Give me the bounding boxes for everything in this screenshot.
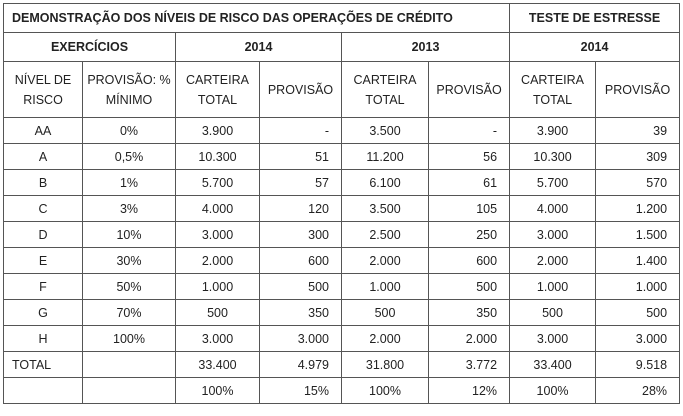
col-carteira-2013: CARTEIRA TOTAL xyxy=(342,62,429,118)
col-carteira-2014: CARTEIRA TOTAL xyxy=(176,62,260,118)
cell-provisao-stress: 28% xyxy=(596,378,680,404)
table-row xyxy=(4,326,680,352)
table-row xyxy=(4,196,680,222)
cell-carteira-stress: 10.300 xyxy=(510,144,596,170)
cell-nivel: C xyxy=(4,196,83,222)
exercicios-label: EXERCÍCIOS xyxy=(4,33,176,62)
cell-carteira-2014: 3.000 xyxy=(176,222,260,248)
cell-carteira-2014: 33.400 xyxy=(176,352,260,378)
cell-carteira-stress: 3.000 xyxy=(510,222,596,248)
cell-provisao-min: 10% xyxy=(83,222,176,248)
cell-carteira-stress: 5.700 xyxy=(510,170,596,196)
cell-provisao-stress: 500 xyxy=(596,300,680,326)
cell-nivel: F xyxy=(4,274,83,300)
cell-carteira-2013: 1.000 xyxy=(342,274,429,300)
cell-provisao-2014: 300 xyxy=(260,222,342,248)
cell-carteira-2014: 2.000 xyxy=(176,248,260,274)
col-provisao-2014: PROVISÃO xyxy=(260,62,342,118)
cell-nivel: TOTAL xyxy=(4,352,83,378)
cell-provisao-min: 100% xyxy=(83,326,176,352)
cell-provisao-stress: 39 xyxy=(596,118,680,144)
cell-provisao-min: 0,5% xyxy=(83,144,176,170)
cell-carteira-2013: 2.500 xyxy=(342,222,429,248)
cell-provisao-2013: 600 xyxy=(429,248,510,274)
cell-provisao-stress: 570 xyxy=(596,170,680,196)
cell-provisao-2014: 500 xyxy=(260,274,342,300)
cell-provisao-2013: 2.000 xyxy=(429,326,510,352)
cell-nivel: A xyxy=(4,144,83,170)
cell-provisao-2014: 51 xyxy=(260,144,342,170)
cell-carteira-2014: 3.000 xyxy=(176,326,260,352)
credit-risk-table xyxy=(3,3,680,404)
title-row xyxy=(4,4,680,33)
cell-provisao-min: 0% xyxy=(83,118,176,144)
table-row xyxy=(4,118,680,144)
cell-provisao-2014: 350 xyxy=(260,300,342,326)
cell-provisao-2013: 350 xyxy=(429,300,510,326)
cell-nivel: H xyxy=(4,326,83,352)
cell-provisao-2013: 105 xyxy=(429,196,510,222)
cell-provisao-min: 30% xyxy=(83,248,176,274)
table-row xyxy=(4,248,680,274)
table-row xyxy=(4,300,680,326)
cell-carteira-2014: 100% xyxy=(176,378,260,404)
cell-carteira-stress: 3.900 xyxy=(510,118,596,144)
data-body xyxy=(4,118,680,404)
cell-carteira-stress: 100% xyxy=(510,378,596,404)
cell-carteira-2013: 6.100 xyxy=(342,170,429,196)
cell-provisao-stress: 3.000 xyxy=(596,326,680,352)
cell-carteira-2013: 3.500 xyxy=(342,118,429,144)
cell-carteira-stress: 3.000 xyxy=(510,326,596,352)
cell-provisao-stress: 309 xyxy=(596,144,680,170)
main-title: DEMONSTRAÇÃO DOS NÍVEIS DE RISCO DAS OPERAÇÕES DE CRÉDITO xyxy=(4,4,510,33)
cell-carteira-stress: 4.000 xyxy=(510,196,596,222)
cell-provisao-min: 50% xyxy=(83,274,176,300)
cell-provisao-2014: 57 xyxy=(260,170,342,196)
cell-nivel xyxy=(4,378,83,404)
cell-provisao-2013: 61 xyxy=(429,170,510,196)
cell-carteira-2013: 100% xyxy=(342,378,429,404)
cell-carteira-2013: 500 xyxy=(342,300,429,326)
col-carteira-stress: CARTEIRA TOTAL xyxy=(510,62,596,118)
col-provisao-minimo: PROVISÃO: % MÍNIMO xyxy=(83,62,176,118)
cell-provisao-2013: - xyxy=(429,118,510,144)
cell-carteira-stress: 500 xyxy=(510,300,596,326)
col-provisao-stress: PROVISÃO xyxy=(596,62,680,118)
stress-test-title: TESTE DE ESTRESSE xyxy=(510,4,680,33)
cell-provisao-2014: 120 xyxy=(260,196,342,222)
col-provisao-2013: PROVISÃO xyxy=(429,62,510,118)
year-row xyxy=(4,33,680,62)
cell-provisao-stress: 1.400 xyxy=(596,248,680,274)
cell-provisao-2014: 600 xyxy=(260,248,342,274)
percent-row xyxy=(4,378,680,404)
cell-carteira-2013: 2.000 xyxy=(342,248,429,274)
column-header-row xyxy=(4,62,680,118)
cell-carteira-2014: 5.700 xyxy=(176,170,260,196)
cell-provisao-2013: 3.772 xyxy=(429,352,510,378)
cell-carteira-2014: 4.000 xyxy=(176,196,260,222)
cell-provisao-min: 1% xyxy=(83,170,176,196)
cell-provisao-min: 3% xyxy=(83,196,176,222)
year-2014-header: 2014 xyxy=(176,33,342,62)
cell-provisao-stress: 1.000 xyxy=(596,274,680,300)
cell-carteira-2014: 500 xyxy=(176,300,260,326)
cell-nivel: B xyxy=(4,170,83,196)
cell-provisao-2014: - xyxy=(260,118,342,144)
stress-year-header: 2014 xyxy=(510,33,680,62)
cell-carteira-stress: 1.000 xyxy=(510,274,596,300)
cell-nivel: E xyxy=(4,248,83,274)
cell-nivel: D xyxy=(4,222,83,248)
cell-carteira-2013: 31.800 xyxy=(342,352,429,378)
cell-carteira-2013: 11.200 xyxy=(342,144,429,170)
cell-carteira-2014: 10.300 xyxy=(176,144,260,170)
cell-carteira-2014: 3.900 xyxy=(176,118,260,144)
cell-provisao-2014: 15% xyxy=(260,378,342,404)
cell-carteira-stress: 33.400 xyxy=(510,352,596,378)
table-row xyxy=(4,222,680,248)
col-nivel-risco: NÍVEL DE RISCO xyxy=(4,62,83,118)
cell-provisao-2013: 12% xyxy=(429,378,510,404)
cell-provisao-stress: 1.500 xyxy=(596,222,680,248)
cell-provisao-2013: 500 xyxy=(429,274,510,300)
cell-provisao-min: 70% xyxy=(83,300,176,326)
cell-provisao-2013: 250 xyxy=(429,222,510,248)
table-row xyxy=(4,144,680,170)
cell-provisao-stress: 9.518 xyxy=(596,352,680,378)
cell-nivel: AA xyxy=(4,118,83,144)
cell-nivel: G xyxy=(4,300,83,326)
cell-carteira-2014: 1.000 xyxy=(176,274,260,300)
cell-carteira-2013: 2.000 xyxy=(342,326,429,352)
cell-provisao-2013: 56 xyxy=(429,144,510,170)
year-2013-header: 2013 xyxy=(342,33,510,62)
total-row xyxy=(4,352,680,378)
cell-provisao-min xyxy=(83,378,176,404)
cell-carteira-2013: 3.500 xyxy=(342,196,429,222)
cell-provisao-min xyxy=(83,352,176,378)
table-row xyxy=(4,170,680,196)
cell-provisao-2014: 4.979 xyxy=(260,352,342,378)
table-row xyxy=(4,274,680,300)
cell-provisao-stress: 1.200 xyxy=(596,196,680,222)
cell-carteira-stress: 2.000 xyxy=(510,248,596,274)
cell-provisao-2014: 3.000 xyxy=(260,326,342,352)
